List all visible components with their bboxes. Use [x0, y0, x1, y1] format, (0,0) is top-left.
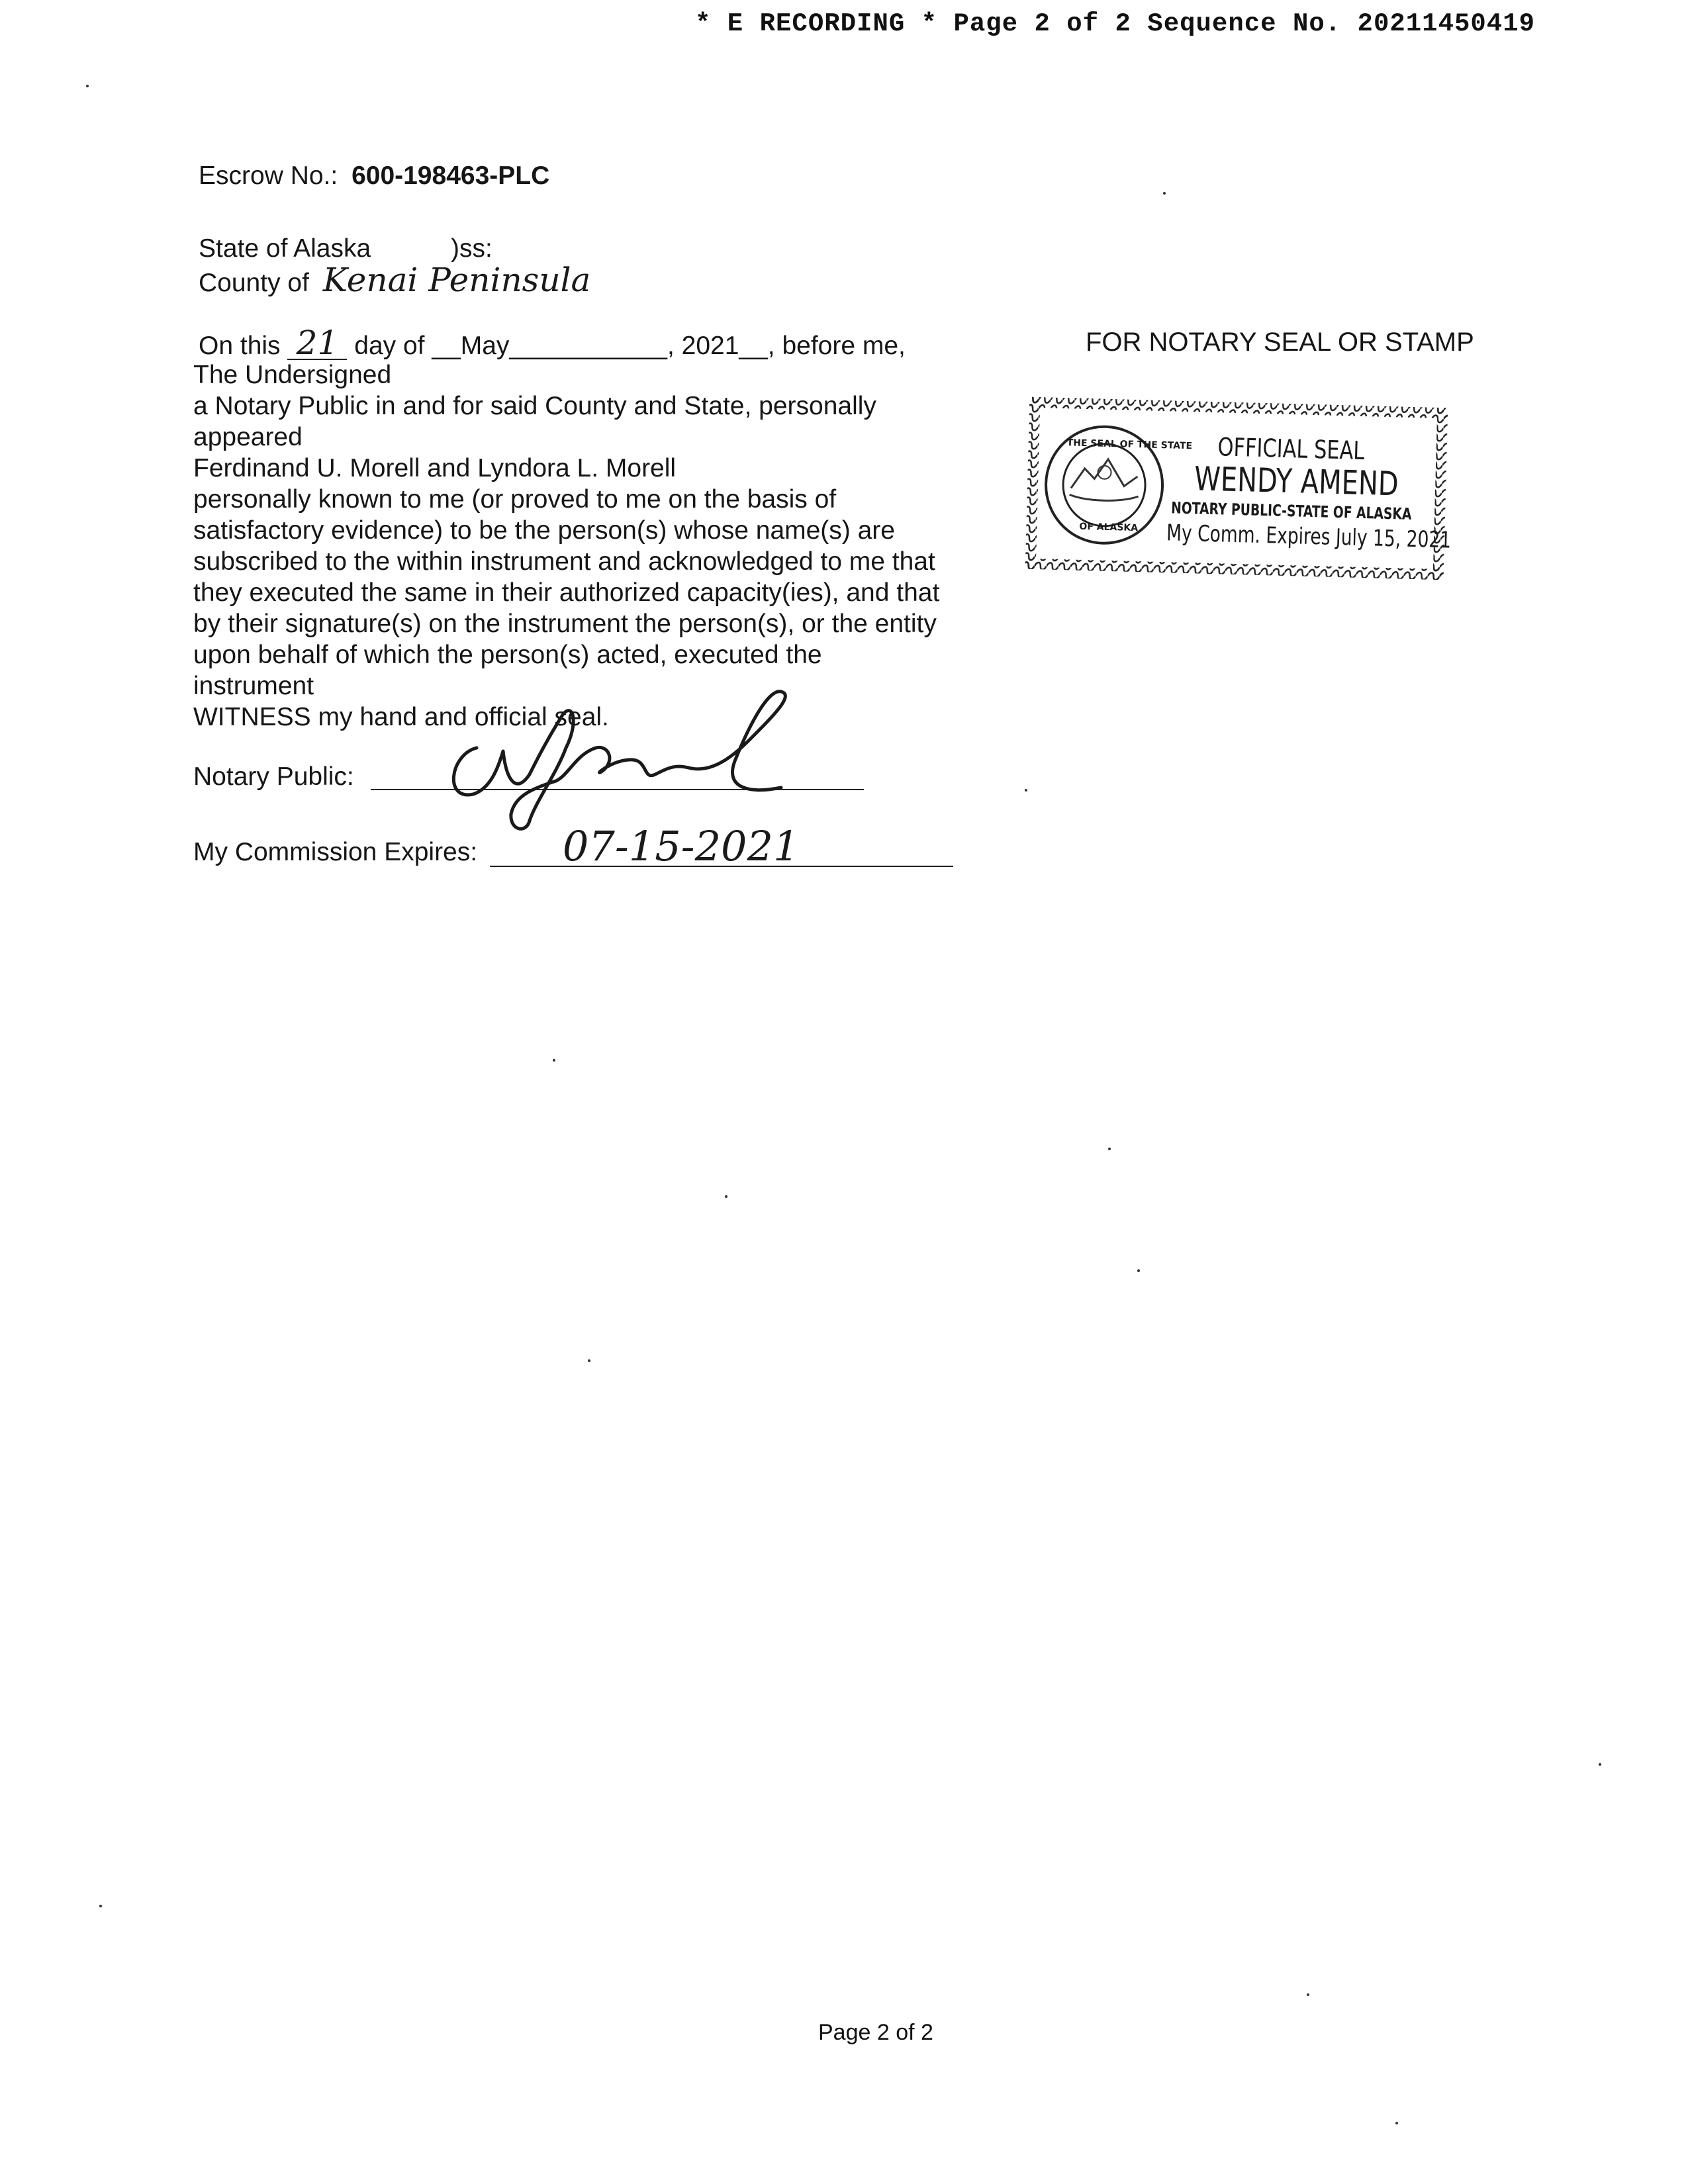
- scan-speck: [1163, 192, 1166, 195]
- day-handwritten: 21: [287, 328, 347, 360]
- ack-line: upon behalf of which the person(s) acted, executed the: [193, 641, 822, 669]
- county-line: [199, 261, 591, 299]
- scan-speck: [1025, 789, 1027, 792]
- page-footer: Page 2 of 2: [818, 2020, 933, 2045]
- ack-line: a Notary Public in and for said County and State, personally: [193, 392, 876, 420]
- emblem-bottom-text: OF ALASKA: [1079, 521, 1139, 534]
- escrow-number: 600-198463-PLC: [352, 161, 550, 190]
- recording-header: * E RECORDING * Page 2 of 2 Sequence No. 20211450419: [695, 9, 1535, 38]
- escrow-label: Escrow No.:: [199, 161, 338, 190]
- stamp-heading: FOR NOTARY SEAL OR STAMP: [1086, 328, 1474, 357]
- ack-line: appeared: [193, 423, 303, 451]
- notary-public-label: Notary Public:: [193, 762, 354, 791]
- notary-signature: [437, 688, 808, 841]
- emblem-top-text: THE SEAL OF THE STATE: [1066, 437, 1193, 452]
- scan-speck: [553, 1059, 555, 1062]
- ack-line: subscribed to the within instrument and acknowledged to me that: [193, 547, 935, 576]
- stamp-notary-name: WENDY AMEND: [1194, 459, 1399, 504]
- scan-speck: [725, 1195, 727, 1198]
- escrow-line: [199, 160, 549, 191]
- ack-line: WITNESS my hand and official seal.: [193, 703, 609, 731]
- scan-speck: [1108, 1148, 1111, 1150]
- ack-line: by their signature(s) on the instrument the person(s), or the entity: [193, 610, 937, 638]
- ack-line: personally known to me (or proved to me on the basis of: [193, 485, 837, 514]
- ack-line: Ferdinand U. Morell and Lyndora L. Morell: [193, 454, 677, 482]
- stamp-state-line: NOTARY PUBLIC-STATE OF ALASKA: [1170, 498, 1412, 523]
- date-line: [199, 324, 906, 362]
- state-line: [199, 233, 492, 264]
- on-this-label: On this: [199, 332, 281, 360]
- scan-speck: [1307, 1993, 1309, 1996]
- stamp-official-seal: OFFICIAL SEAL: [1217, 432, 1365, 466]
- scan-speck: [99, 1905, 102, 1907]
- day-of-text: day of __May___________, 2021__, before me,: [354, 332, 906, 360]
- commission-expires-line: [193, 822, 953, 870]
- scan-speck: [86, 85, 89, 87]
- scan-speck: [1599, 1763, 1601, 1766]
- county-handwritten: Kenai Peninsula: [322, 261, 591, 299]
- commission-expires-handwritten: 07-15-2021: [490, 827, 953, 867]
- notary-stamp: [1023, 394, 1451, 583]
- scan-speck: [588, 1359, 590, 1362]
- scan-speck: [1395, 2122, 1398, 2124]
- ack-line: satisfactory evidence) to be the person(s) whose name(s) are: [193, 516, 895, 545]
- scan-speck: [1137, 1269, 1140, 1272]
- acknowledgment-body: [193, 390, 939, 733]
- ack-line: they executed the same in their authorized capacity(ies), and that: [193, 578, 940, 607]
- notary-signature-line: [193, 761, 354, 792]
- state-label: State of Alaska: [199, 234, 371, 263]
- stamp-expires-line: My Comm. Expires July 15, 2021: [1166, 520, 1452, 554]
- commission-expires-label: My Commission Expires:: [193, 838, 478, 866]
- officer-name: The Undersigned: [193, 361, 392, 389]
- county-label: County of: [199, 269, 309, 297]
- ss-label: )ss:: [451, 234, 492, 263]
- ack-line: instrument: [193, 672, 314, 700]
